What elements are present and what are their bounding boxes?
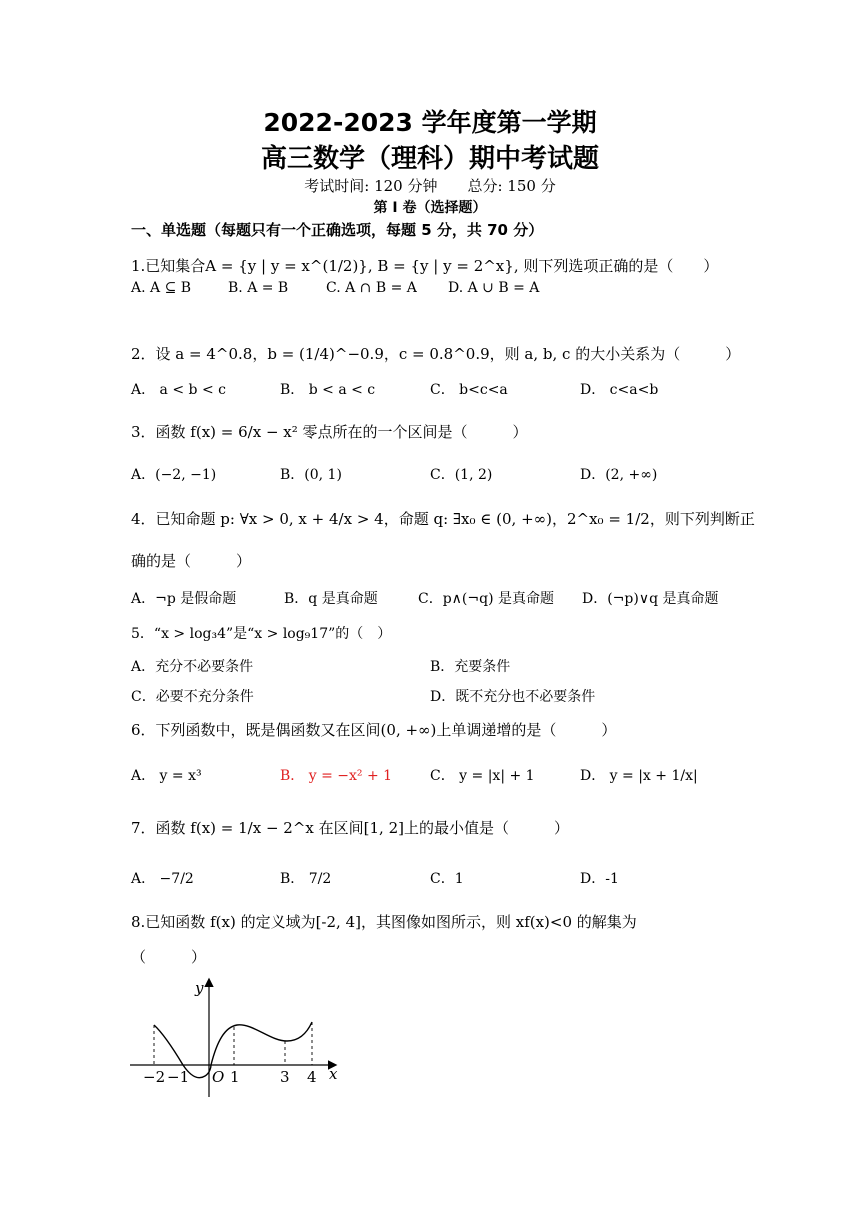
question-3-option-a: A．(−2, −1) — [131, 467, 217, 483]
exam-title-line1: 2022-2023 学年度第一学期 — [263, 108, 597, 137]
question-4-option-d: D．(¬p)∨q 是真命题 — [582, 591, 719, 607]
question-2-option-d: D． c<a<b — [580, 382, 659, 398]
question-1-option-c: C. A ∩ B = A — [326, 280, 417, 296]
question-4-option-b: B．q 是真命题 — [284, 591, 378, 607]
question-7-stem: 7．函数 f(x) = 1/x − 2^x 在区间[1, 2]上的最小值是（ ） — [131, 819, 569, 837]
question-2-stem: 2．设 a = 4^0.8，b = (1/4)^−0.9，c = 0.8^0.9，则 a, b, c 的大小关系为（ ） — [131, 345, 741, 363]
origin-label: O — [212, 1068, 225, 1086]
question-2-option-c: C． b<c<a — [430, 382, 508, 398]
question-2-option-b: B． b < a < c — [280, 382, 376, 398]
tick-label-1: 1 — [230, 1068, 240, 1086]
question-1-stem: 1.已知集合A = {y | y = x^(1/2)}, B = {y | y = 2^x}, 则下列选项正确的是（ ） — [131, 257, 719, 275]
question-6-option-b: B． y = −x² + 1 — [280, 768, 393, 784]
section-title: 一、单选题（每题只有一个正确选项，每题 5 分，共 70 分） — [131, 221, 544, 239]
y-axis-label: y — [195, 979, 204, 997]
question-4-stem: 4．已知命题 p: ∀x > 0, x + 4/x > 4，命题 q: ∃x₀ ∈ (0, +∞)，2^x₀ = 1/2，则下列判断正 — [131, 510, 755, 528]
tick-label-3: 3 — [280, 1068, 290, 1086]
question-1-option-d: D. A ∪ B = A — [448, 280, 540, 296]
question-5-option-a: A．充分不必要条件 — [131, 659, 254, 675]
question-4-stem-continued: 确的是（ ） — [131, 552, 252, 570]
question-5-stem: 5．“x > log₃4”是“x > log₉17”的（ ） — [131, 626, 392, 642]
question-2-option-a: A． a < b < c — [131, 382, 226, 398]
question-7-option-a: A． −7/2 — [131, 871, 194, 887]
question-3-option-b: B．(0, 1) — [280, 467, 342, 483]
question-5-option-c: C．必要不充分条件 — [131, 689, 254, 705]
question-8-stem-continued: （ ） — [131, 948, 207, 966]
question-4-option-a: A．¬p 是假命题 — [131, 591, 237, 607]
question-6-stem: 6．下列函数中，既是偶函数又在区间(0, +∞)上单调递增的是（ ） — [131, 721, 617, 739]
question-7-option-d: D．-1 — [580, 871, 619, 887]
question-3-option-c: C．(1, 2) — [430, 467, 493, 483]
question-3-option-d: D．(2, +∞) — [580, 467, 658, 483]
question-5-option-b: B．充要条件 — [430, 659, 511, 675]
tick-label-4: 4 — [307, 1068, 317, 1086]
tick-label-neg1: −1 — [167, 1068, 190, 1086]
question-1-option-a: A. A ⊆ B — [131, 280, 192, 296]
x-axis-label: x — [329, 1065, 338, 1083]
volume-title: 第 I 卷（选择题） — [373, 200, 487, 216]
question-1-option-b: B. A = B — [228, 280, 289, 296]
exam-title-line2: 高三数学（理科）期中考试题 — [260, 144, 599, 174]
question-6-option-a: A． y = x³ — [131, 768, 202, 784]
function-graph — [125, 975, 355, 1100]
question-6-option-c: C． y = |x| + 1 — [430, 768, 535, 784]
question-4-option-c: C．p∧(¬q) 是真命题 — [418, 591, 554, 607]
question-7-option-b: B． 7/2 — [280, 871, 332, 887]
question-6-option-d: D． y = |x + 1/x| — [580, 768, 698, 784]
exam-info: 考试时间: 120 分钟 总分: 150 分 — [304, 177, 556, 195]
question-7-option-c: C．1 — [430, 871, 464, 887]
tick-label-neg2: −2 — [143, 1068, 166, 1086]
question-5-option-d: D．既不充分也不必要条件 — [430, 689, 596, 705]
question-8-stem: 8.已知函数 f(x) 的定义域为[-2, 4]，其图像如图所示，则 xf(x)<0 的解集为 — [131, 913, 637, 931]
question-3-stem: 3．函数 f(x) = 6/x − x² 零点所在的一个区间是（ ） — [131, 423, 528, 441]
